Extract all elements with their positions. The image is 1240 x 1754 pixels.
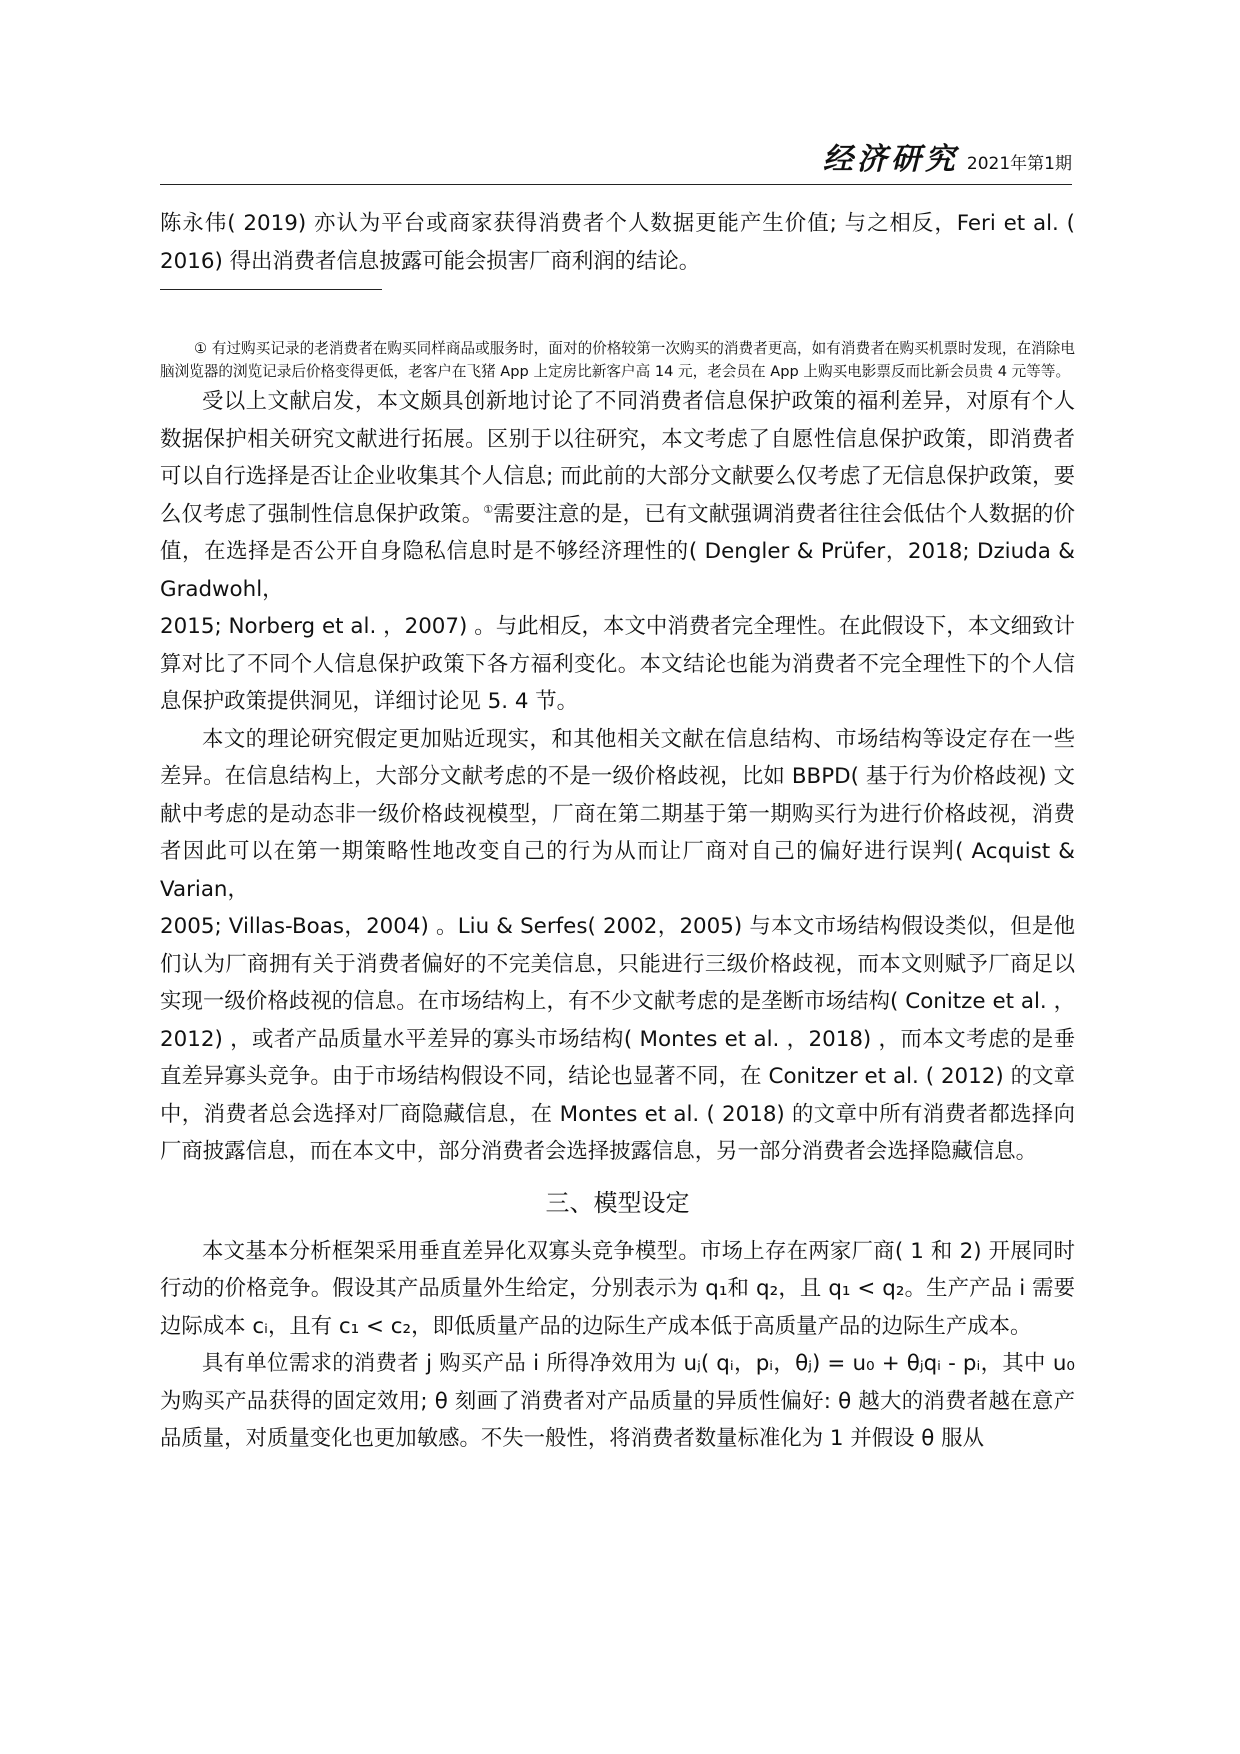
paragraph-utility: 具有单位需求的消费者 j 购买产品 i 所得净效用为 uⱼ( qᵢ，pᵢ，θⱼ) = u₀ + θⱼqᵢ - pᵢ，其中 u₀ 为购买产品获得的固定效用; θ 刻画了消费者对产品质量的异质性偏好: θ 越大的消费者越在意产品质量，对质量变化也更加敏感。不失一般性，将消费者数量标准化为 1 并假设 θ 服从 <box>160 1351 1075 1451</box>
journal-name: 经济研究 <box>822 142 959 177</box>
paragraph-model: 本文基本分析框架采用垂直差异化双寡头竞争模型。市场上存在两家厂商( 1 和 2) 开展同时行动的价格竞争。假设其产品质量外生给定，分别表示为 q₁和 q₂，且 q₁ < q₂。生产产品 i 需要边际成本 cᵢ，且有 c₁ < c₂，即低质量产品的边际生产成本低于高质量产品的边际生产成本。 <box>160 1238 1075 1339</box>
paragraph-text: 需要注意的是，已有文献强调消费者往往会低估个人数据的价值，在选择是否公开自身隐私信息时是不够经济理性的( Dengler & Prüfer，2018; Dziuda & Gradwohl， <box>160 501 1075 602</box>
paragraph-contribution <box>160 383 1075 608</box>
journal-issue: 2021年第1期 <box>966 154 1072 174</box>
paragraph-continued: 陈永伟( 2019) 亦认为平台或商家获得消费者个人数据更能产生价值; 与之相反，Feri et al. ( 2016) 得出消费者信息披露可能会损害厂商利润的结论。 <box>160 211 1075 274</box>
article-body <box>160 205 1075 1458</box>
paragraph-text: 受以上文献启发，本文颇具创新地讨论了不同消费者信息保护政策的福利差异，对原有个人数据保护相关研究文献进行拓展。区别于以往研究，本文考虑了自愿性信息保护政策，即消费者可以自行选择是否让企业收集其个人信息; 而此前的大部分文献要么仅考虑了无信息保护政策，要么仅考虑了强制性信息保护政策。 <box>160 389 1075 527</box>
journal-banner <box>823 134 1072 178</box>
running-header <box>160 142 1072 185</box>
footnote: ① 有过购买记录的老消费者在购买同样商品或服务时，面对的价格较第一次购买的消费者更高，如有消费者在购买机票时发现，在消除电脑浏览器的浏览记录后价格变得更低，老客户在飞猪 App 上定房比新客户高 14 元，老会员在 App 上购买电影票反而比新会员贵 4 元等等。 <box>160 340 1075 380</box>
footnote-separator <box>160 289 382 290</box>
paragraph-continued: 2015; Norberg et al. ，2007) 。与此相反，本文中消费者完全理性。在此假设下，本文细致计算对比了不同个人信息保护政策下各方福利变化。本文结论也能为消费者不完全理性下的个人信息保护政策提供洞见，详细讨论见 5. 4 节。 <box>160 614 1075 714</box>
section-title: 三、模型设定 <box>545 1188 690 1217</box>
paragraph-assumptions: 本文的理论研究假定更加贴近现实，和其他相关文献在信息结构、市场结构等设定存在一些差异。在信息结构上，大部分文献考虑的不是一级价格歧视，比如 BBPD( 基于行为价格歧视) 文献中考虑的是动态非一级价格歧视模型，厂商在第二期基于第一期购买行为进行价格歧视，消费者因此可以在第一期策略性地改变自己的行为从而让厂商对自己的偏好进行误判( Acquist & Varian， <box>160 726 1075 902</box>
footnote-marker: ① <box>483 502 494 516</box>
paragraph-continued: 2005; Villas-Boas，2004) 。Liu & Serfes( 2002，2005) 与本文市场结构假设类似，但是他们认为厂商拥有关于消费者偏好的不完美信息，只能进行三级价格歧视，而本文则赋予厂商足以实现一级价格歧视的信息。在市场结构上，有不少文献考虑的是垄断市场结构( Conitze et al. ，2012) ，或者产品质量水平差异的寡头市场结构( Montes et al. ，2018) ，而本文考虑的是垂直差异寡头竞争。由于市场结构假设不同，结论也显著不同，在 Conitzer et al. ( 2012) 的文章中，消费者总会选择对厂商隐藏信息，在 Montes et al. ( 2018) 的文章中所有消费者都选择向厂商披露信息，而在本文中，部分消费者会选择披露信息，另一部分消费者会选择隐藏信息。 <box>160 914 1075 1164</box>
